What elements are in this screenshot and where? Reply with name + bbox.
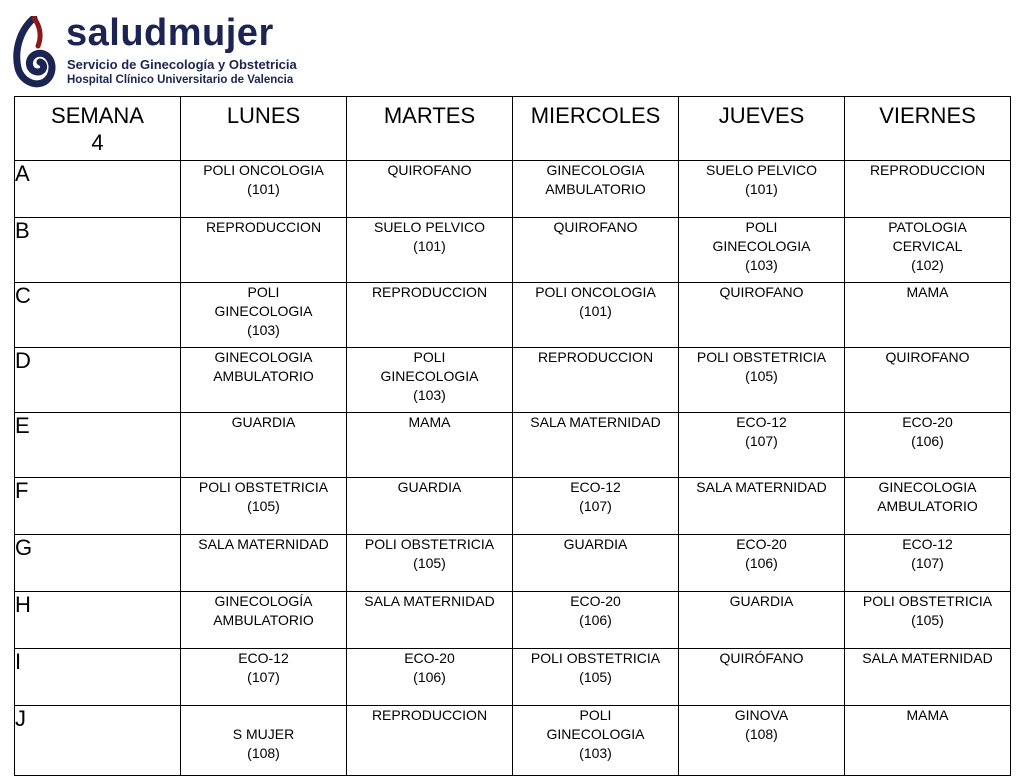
schedule-cell-miercoles bbox=[513, 413, 679, 478]
schedule-cell-miercoles bbox=[513, 218, 679, 283]
cell-text-line: ECO-12 bbox=[736, 414, 787, 430]
schedule-cell-viernes bbox=[845, 535, 1011, 592]
cell-text-line: GUARDIA bbox=[397, 479, 462, 495]
schedule-cell-miercoles bbox=[513, 348, 679, 413]
row-label: E bbox=[15, 413, 181, 478]
cell-text-line: ECO-12 bbox=[902, 536, 953, 552]
cell-text-line: (107) bbox=[247, 669, 280, 685]
schedule-cell-miercoles bbox=[513, 649, 679, 706]
schedule-table bbox=[14, 96, 1011, 776]
cell-text-line: (103) bbox=[579, 745, 612, 761]
schedule-cell-martes bbox=[347, 283, 513, 348]
brand-subtitle-hospital: Hospital Clínico Universitario de Valencia bbox=[67, 74, 294, 86]
schedule-body bbox=[15, 161, 1011, 776]
cell-text-line: CERVICAL bbox=[892, 238, 963, 254]
cell-text-line: GINECOLOGIA bbox=[546, 162, 645, 178]
row-label: G bbox=[15, 535, 181, 592]
cell-text-line: QUIRÓFANO bbox=[719, 650, 804, 666]
cell-text-line: SALA MATERNIDAD bbox=[862, 650, 993, 666]
cell-text-line: ECO-20 bbox=[902, 414, 953, 430]
cell-text-line: (105) bbox=[745, 368, 778, 384]
cell-text-line: (103) bbox=[413, 387, 446, 403]
cell-text-line: (103) bbox=[745, 257, 778, 273]
schedule-cell-lunes bbox=[181, 592, 347, 649]
schedule-cell-martes bbox=[347, 161, 513, 218]
cell-text-line: SALA MATERNIDAD bbox=[364, 593, 495, 609]
cell-text-line: REPRODUCCION bbox=[869, 162, 986, 178]
day-header-lunes: LUNES bbox=[181, 97, 347, 161]
cell-text-line: S MUJER bbox=[232, 726, 295, 742]
cell-text-line: POLI OBSTETRICIA bbox=[530, 650, 661, 666]
cell-text-line: (102) bbox=[911, 257, 944, 273]
cell-text-line: POLI bbox=[579, 707, 612, 723]
cell-text-line: (101) bbox=[579, 303, 612, 319]
week-label: SEMANA bbox=[51, 103, 144, 128]
schedule-cell-viernes bbox=[845, 283, 1011, 348]
cell-text-line: AMBULATORIO bbox=[877, 498, 978, 514]
row-label: A bbox=[15, 161, 181, 218]
schedule-cell-jueves bbox=[679, 161, 845, 218]
schedule-cell-viernes bbox=[845, 478, 1011, 535]
schedule-cell-miercoles bbox=[513, 283, 679, 348]
cell-text-line: POLI ONCOLOGIA bbox=[203, 162, 324, 178]
cell-text-line: GINECOLOGIA bbox=[214, 349, 313, 365]
cell-text-line: (105) bbox=[911, 612, 944, 628]
cell-text-line: SALA MATERNIDAD bbox=[530, 414, 661, 430]
schedule-cell-jueves bbox=[679, 478, 845, 535]
cell-text-line: REPRODUCCION bbox=[371, 284, 488, 300]
cell-text-line: QUIROFANO bbox=[719, 284, 804, 300]
schedule-cell-jueves bbox=[679, 218, 845, 283]
cell-text-line: (107) bbox=[745, 433, 778, 449]
cell-text-line: SUELO PELVICO bbox=[373, 219, 485, 235]
schedule-cell-jueves bbox=[679, 535, 845, 592]
schedule-cell-martes bbox=[347, 218, 513, 283]
cell-text-line: POLI OBSTETRICIA bbox=[364, 536, 495, 552]
cell-text-line: (106) bbox=[413, 669, 446, 685]
schedule-cell-martes bbox=[347, 348, 513, 413]
cell-text-line: SALA MATERNIDAD bbox=[696, 479, 827, 495]
cell-text-line: REPRODUCCION bbox=[537, 349, 654, 365]
cell-text-line: ECO-20 bbox=[736, 536, 787, 552]
schedule-cell-miercoles bbox=[513, 535, 679, 592]
cell-text-line: GINECOLOGIA bbox=[380, 368, 479, 384]
cell-text-line: GINECOLOGIA bbox=[878, 479, 977, 495]
day-header-viernes: VIERNES bbox=[845, 97, 1011, 161]
schedule-cell-miercoles bbox=[513, 161, 679, 218]
cell-text-line: (106) bbox=[911, 433, 944, 449]
row-label: H bbox=[15, 592, 181, 649]
schedule-cell-martes bbox=[347, 413, 513, 478]
cell-text-line: GINOVA bbox=[734, 707, 789, 723]
schedule-cell-martes bbox=[347, 592, 513, 649]
cell-text-line: (101) bbox=[247, 181, 280, 197]
cell-text-line: GUARDIA bbox=[231, 414, 296, 430]
schedule-cell-jueves bbox=[679, 592, 845, 649]
cell-text-line: PATOLOGIA bbox=[888, 219, 967, 235]
cell-text-line: (101) bbox=[413, 238, 446, 254]
row-label: F bbox=[15, 478, 181, 535]
cell-text-line: (107) bbox=[911, 555, 944, 571]
table-row bbox=[15, 348, 1011, 413]
cell-text-line: SUELO PELVICO bbox=[705, 162, 817, 178]
cell-text-line: GUARDIA bbox=[563, 536, 628, 552]
cell-text-line: QUIROFANO bbox=[387, 162, 472, 178]
schedule-cell-miercoles bbox=[513, 592, 679, 649]
schedule-cell-jueves bbox=[679, 649, 845, 706]
cell-text-line: POLI ONCOLOGIA bbox=[535, 284, 656, 300]
cell-text-line: (108) bbox=[745, 726, 778, 742]
schedule-cell-lunes bbox=[181, 706, 347, 776]
week-number: 4 bbox=[91, 130, 104, 155]
cell-text-line: QUIROFANO bbox=[885, 349, 970, 365]
day-header-miercoles: MIERCOLES bbox=[513, 97, 679, 161]
cell-text-line: POLI bbox=[413, 349, 446, 365]
cell-text-line: MAMA bbox=[408, 414, 451, 430]
table-row bbox=[15, 535, 1011, 592]
schedule-cell-viernes bbox=[845, 413, 1011, 478]
cell-text-line: SALA MATERNIDAD bbox=[198, 536, 329, 552]
cell-text-line: QUIROFANO bbox=[553, 219, 638, 235]
cell-text-line: AMBULATORIO bbox=[213, 368, 314, 384]
table-row bbox=[15, 218, 1011, 283]
schedule-cell-lunes bbox=[181, 413, 347, 478]
cell-text-line: (103) bbox=[247, 322, 280, 338]
cell-text-line: (105) bbox=[247, 498, 280, 514]
cell-text-line: POLI bbox=[745, 219, 778, 235]
cell-text-line: AMBULATORIO bbox=[213, 612, 314, 628]
schedule-cell-lunes bbox=[181, 218, 347, 283]
row-label: J bbox=[15, 706, 181, 776]
day-header-martes: MARTES bbox=[347, 97, 513, 161]
table-row bbox=[15, 649, 1011, 706]
cell-text-line: (107) bbox=[579, 498, 612, 514]
cell-text-line: REPRODUCCION bbox=[371, 707, 488, 723]
cell-text-line: (108) bbox=[247, 745, 280, 761]
schedule-cell-lunes bbox=[181, 161, 347, 218]
cell-text-line: GUARDIA bbox=[729, 593, 794, 609]
table-row bbox=[15, 161, 1011, 218]
schedule-cell-martes bbox=[347, 649, 513, 706]
day-header-jueves: JUEVES bbox=[679, 97, 845, 161]
schedule-cell-miercoles bbox=[513, 706, 679, 776]
cell-text-line: ECO-20 bbox=[404, 650, 455, 666]
row-label: D bbox=[15, 348, 181, 413]
cell-text-line: POLI OBSTETRICIA bbox=[198, 479, 329, 495]
cell-text-line: (101) bbox=[745, 181, 778, 197]
table-row bbox=[15, 413, 1011, 478]
row-label: C bbox=[15, 283, 181, 348]
table-row bbox=[15, 706, 1011, 776]
schedule-cell-jueves bbox=[679, 413, 845, 478]
cell-text-line: (106) bbox=[745, 555, 778, 571]
header-row bbox=[15, 97, 1011, 161]
cell-text-line: POLI OBSTETRICIA bbox=[862, 593, 993, 609]
cell-text-line: MAMA bbox=[906, 707, 949, 723]
schedule-cell-jueves bbox=[679, 283, 845, 348]
cell-text-line: POLI OBSTETRICIA bbox=[696, 349, 827, 365]
table-row bbox=[15, 283, 1011, 348]
schedule-cell-jueves bbox=[679, 348, 845, 413]
schedule-cell-viernes bbox=[845, 348, 1011, 413]
schedule-cell-lunes bbox=[181, 348, 347, 413]
row-label: I bbox=[15, 649, 181, 706]
schedule-cell-viernes bbox=[845, 218, 1011, 283]
week-header bbox=[15, 97, 181, 161]
cell-text-line: GINECOLOGIA bbox=[712, 238, 811, 254]
schedule-cell-martes bbox=[347, 478, 513, 535]
brand-subtitle-service: Servicio de Ginecología y Obstetricia bbox=[67, 57, 297, 72]
schedule-cell-viernes bbox=[845, 649, 1011, 706]
cell-text-line: (106) bbox=[579, 612, 612, 628]
schedule-cell-lunes bbox=[181, 535, 347, 592]
row-label: B bbox=[15, 218, 181, 283]
cell-text-line bbox=[181, 706, 346, 725]
schedule-cell-lunes bbox=[181, 649, 347, 706]
schedule-cell-lunes bbox=[181, 478, 347, 535]
cell-text-line: REPRODUCCION bbox=[205, 219, 322, 235]
table-row bbox=[15, 478, 1011, 535]
page-header bbox=[0, 0, 1024, 96]
cell-text-line: GINECOLOGÍA bbox=[214, 593, 313, 609]
schedule-cell-miercoles bbox=[513, 478, 679, 535]
cell-text-line: AMBULATORIO bbox=[545, 181, 646, 197]
cell-text-line: ECO-12 bbox=[570, 479, 621, 495]
cell-text-line: ECO-12 bbox=[238, 650, 289, 666]
cell-text-line: POLI bbox=[247, 284, 280, 300]
schedule-cell-viernes bbox=[845, 592, 1011, 649]
cell-text-line: GINECOLOGIA bbox=[214, 303, 313, 319]
spiral-logo-icon bbox=[12, 16, 56, 90]
schedule-cell-martes bbox=[347, 535, 513, 592]
schedule-cell-viernes bbox=[845, 706, 1011, 776]
cell-text-line: GINECOLOGIA bbox=[546, 726, 645, 742]
brand-name: saludmujer bbox=[66, 12, 274, 54]
cell-text-line: (105) bbox=[413, 555, 446, 571]
schedule-cell-viernes bbox=[845, 161, 1011, 218]
cell-text-line: (105) bbox=[579, 669, 612, 685]
cell-text-line: ECO-20 bbox=[570, 593, 621, 609]
schedule-cell-lunes bbox=[181, 283, 347, 348]
schedule-cell-jueves bbox=[679, 706, 845, 776]
table-row bbox=[15, 592, 1011, 649]
schedule-cell-martes bbox=[347, 706, 513, 776]
cell-text-line: MAMA bbox=[906, 284, 949, 300]
